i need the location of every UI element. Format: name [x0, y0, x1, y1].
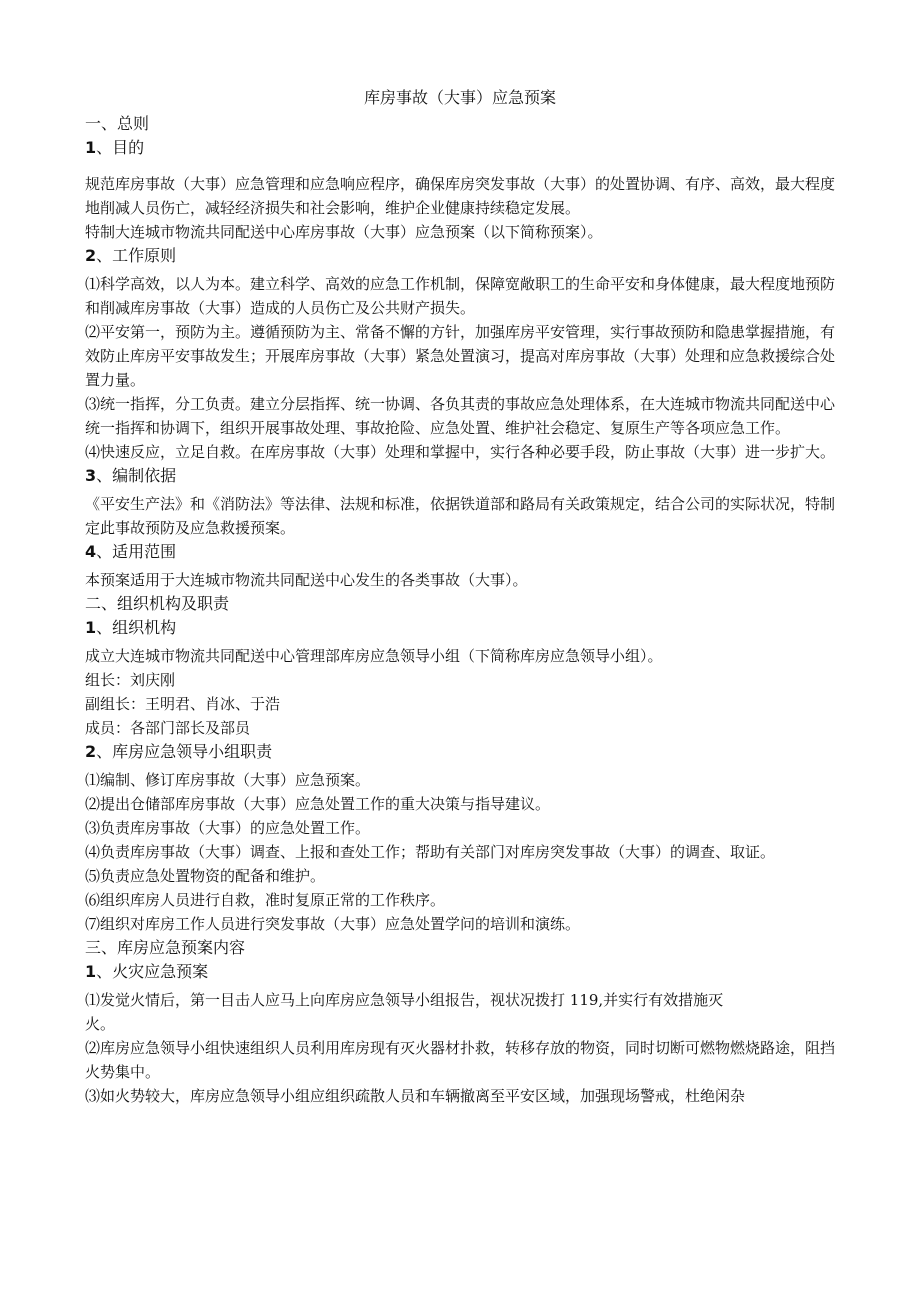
subheading-number: 2 — [85, 246, 97, 265]
subheading-label: 、适用范围 — [96, 542, 177, 561]
subheading-label: 、火灾应急预案 — [96, 962, 209, 981]
subheading-structure — [85, 616, 835, 640]
document-title: 库房事故（大事）应急预案 — [363, 88, 556, 107]
paragraph: 组长：刘庆刚 — [85, 671, 176, 689]
subheading-label: 、目的 — [96, 138, 145, 157]
subheading-duties — [85, 740, 835, 764]
paragraph: ⑵平安第一，预防为主。遵循预防为主、常备不懈的方针，加强库房平安管理，实行事故预防和隐患掌握措施，有效防止库房平安事故发生；开展库房事故（大事）紧急处置演习，提高对库房事故（大事）处理和应急救援综合处置力量。 — [85, 323, 836, 389]
subheading-principles — [85, 244, 835, 268]
subheading-number: 1 — [85, 138, 97, 157]
list-item: ⑺组织对库房工作人员进行突发事故（大事）应急处置学问的培训和演练。 — [85, 915, 581, 933]
section-heading-general: 一、总则 — [85, 114, 150, 133]
subheading-number: 1 — [85, 618, 97, 637]
paragraph: ⑴发觉火情后，第一目击人应马上向库房应急领导小组报告，视状况拨打 119,并实行有效措施灭 — [85, 991, 724, 1009]
subheading-label: 、编制依据 — [96, 466, 177, 485]
paragraph: ⑶统一指挥，分工负责。建立分层指挥、统一协调、各负其责的事故应急处理体系，在大连城市物流共同配送中心统一指挥和协调下，组织开展事故处理、事故抢险、应急处置、维护社会稳定、复原生产等各项应急工作。 — [85, 395, 836, 437]
paragraph: 特制大连城市物流共同配送中心库房事故（大事）应急预案（以下简称预案）。 — [85, 223, 603, 241]
subheading-fire-plan — [85, 960, 835, 984]
paragraph: 成员：各部门部长及部员 — [85, 719, 251, 737]
paragraph: 规范库房事故（大事）应急管理和应急响应程序，确保库房突发事故（大事）的处置协调、有序、高效，最大程度地削减人员伤亡，减轻经济损失和社会影响，维护企业健康持续稳定发展。 — [85, 175, 836, 217]
paragraph: ⑴科学高效，以人为本。建立科学、高效的应急工作机制，保障宽敞职工的生命平安和身体健康，最大程度地预防和削减库房事故（大事）造成的人员伤亡及公共财产损失。 — [85, 275, 836, 317]
paragraph: 副组长：王明君、肖冰、于浩 — [85, 695, 281, 713]
paragraph: 《平安生产法》和《消防法》等法律、法规和标准，依据铁道部和路局有关政策规定，结合公司的实际状况，特制定此事故预防及应急救援预案。 — [85, 495, 836, 537]
subheading-label: 、组织机构 — [96, 618, 177, 637]
subheading-basis — [85, 464, 835, 488]
subheading-number: 2 — [85, 742, 97, 761]
paragraph: 本预案适用于大连城市物流共同配送中心发生的各类事故（大事）。 — [85, 571, 528, 589]
section-heading-plan-content: 三、库房应急预案内容 — [85, 938, 246, 957]
paragraph: 成立大连城市物流共同配送中心管理部库房应急领导小组（下简称库房应急领导小组）。 — [85, 647, 663, 665]
subheading-scope — [85, 540, 835, 564]
paragraph: 火。 — [85, 1015, 116, 1033]
paragraph: ⑵库房应急领导小组快速组织人员利用库房现有灭火器材扑救，转移存放的物资，同时切断可燃物燃烧路途，阻挡火势集中。 — [85, 1039, 836, 1081]
document-page — [85, 86, 835, 1108]
list-item: ⑹组织库房人员进行自救，准时复原正常的工作秩序。 — [85, 891, 446, 909]
section-heading-organization: 二、组织机构及职责 — [85, 594, 230, 613]
subheading-number: 4 — [85, 542, 97, 561]
list-item: ⑷负责库房事故（大事）调查、上报和查处工作；帮助有关部门对库房突发事故（大事）的调查、取证。 — [85, 843, 776, 861]
subheading-purpose — [85, 136, 835, 160]
paragraph: ⑶如火势较大，库房应急领导小组应组织疏散人员和车辆撤离至平安区域，加强现场警戒，杜绝闲杂 — [85, 1087, 746, 1105]
list-item: ⑸负责应急处置物资的配备和维护。 — [85, 867, 326, 885]
subheading-number: 1 — [85, 962, 97, 981]
list-item: ⑶负责库房事故（大事）的应急处置工作。 — [85, 819, 371, 837]
subheading-label: 、库房应急领导小组职责 — [96, 742, 273, 761]
list-item: ⑵提出仓储部库房事故（大事）应急处置工作的重大决策与指导建议。 — [85, 795, 551, 813]
paragraph: ⑷快速反应，立足自救。在库房事故（大事）处理和掌握中，实行各种必要手段，防止事故（大事）进一步扩大。 — [85, 443, 836, 461]
list-item: ⑴编制、修订库房事故（大事）应急预案。 — [85, 771, 371, 789]
subheading-number: 3 — [85, 466, 97, 485]
subheading-label: 、工作原则 — [96, 246, 177, 265]
